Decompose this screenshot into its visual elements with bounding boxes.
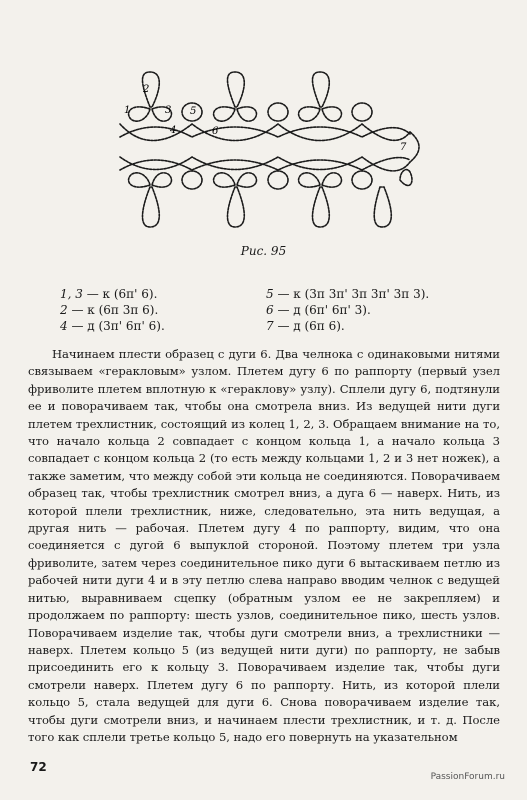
legend-item-text: — д (6п 6). [273, 319, 345, 333]
legend-item-number: 7 [266, 319, 274, 333]
tatting-diagram [110, 62, 425, 242]
legend-item [266, 318, 496, 334]
body-paragraph: Начинаем плести образец с дуги 6. Два челнока с одинаковыми нитями связываем «геракловым» узлом. Плетем дугу 6 по раппорту (первый узел фриволите плетем вплотную к «гераклову» узлу). Сплели дугу 6, подтянули ее и поворачиваем так, чтобы она смотрела вниз. Из ведущей нити дуги плетем трехлистник, состоящий из колец 1, 2, 3. Обращаем внимание на то, что начало кольца 2 совпадает с концом кольца 1, а начало кольца 3 совпадает с концом кольца 2 (то есть между кольцами 1, 2 и 3 нет ножек), а также заметим, что между собой эти кольца не соединяются. Поворачиваем образец так, чтобы трехлистник смотрел вниз, а дуга 6 — наверх. Нить, из которой плели трехлистник, ниже, следовательно, эта нить ведущая, а другая нить — рабочая. Плетем дугу 4 по раппорту, видим, что она соединяется с дугой 6 выпуклой стороной. Поэтому плетем три узла фриволите, затем через соединительное пико дуги 6 вытаскиваем петлю из рабочей нити дуги 4 и в эту петлю слева направо вводим челнок с ведущей нитью, выравниваем сцепку (обратным узлом ее не закрепляем) и продолжаем по раппорту: шесть узлов, соединительное пико, шесть узлов. Поворачиваем изделие так, чтобы дуги смотрели вниз, а трехлистники — наверх. Плетем кольцо 5 (из ведущей нити дуги) по раппорту, не забыв присоединить его к кольцу 3. Поворачиваем изделие так, чтобы дуги смотрели наверх. Плетем дугу 6 по раппорту. Нить, из которой плели кольцо 5, стала ведущей для дуги 6. Снова поворачиваем изделие так, чтобы дуги смотрели вниз, и начинаем плести трехлистник, и т. д. После того как сплели третье кольцо 5, надо его повернуть на указательном [28, 347, 500, 744]
legend-item [266, 286, 496, 302]
figure-caption: Рис. 95 [240, 244, 287, 258]
figure-label-2: 2 [143, 84, 150, 95]
legend-item [60, 302, 260, 318]
legend-right [266, 286, 496, 334]
figure-label-5: 5 [190, 106, 197, 117]
legend-item-text: — к (6п' 6). [82, 287, 158, 301]
figure-label-3: 3 [165, 105, 172, 116]
lace-pattern-figure [110, 62, 425, 242]
figure-label-4: 4 [170, 125, 177, 136]
legend-item [60, 318, 260, 334]
legend-item-number: 4 [60, 319, 68, 333]
legend-item-text: — к (3п 3п' 3п 3п' 3п 3). [273, 287, 430, 301]
legend-item-number: 1, 3 [60, 287, 83, 301]
figure-label-1: 1 [124, 105, 131, 116]
legend-item-number: 5 [266, 287, 274, 301]
figure-label-6: 6 [212, 126, 219, 137]
legend-item-text: — д (3п' 6п' 6). [67, 319, 165, 333]
legend-item-number: 2 [60, 303, 68, 317]
page-number: 72 [30, 760, 47, 774]
figure-label-7: 7 [400, 142, 407, 153]
watermark: PassionForum.ru [430, 772, 505, 782]
legend-left [60, 286, 260, 334]
legend-item [60, 286, 260, 302]
legend-item-number: 6 [266, 303, 274, 317]
legend-item-text: — к (6п 3п 6). [67, 303, 159, 317]
legend-item-text: — д (6п' 6п' 3). [273, 303, 371, 317]
legend-item [266, 302, 496, 318]
